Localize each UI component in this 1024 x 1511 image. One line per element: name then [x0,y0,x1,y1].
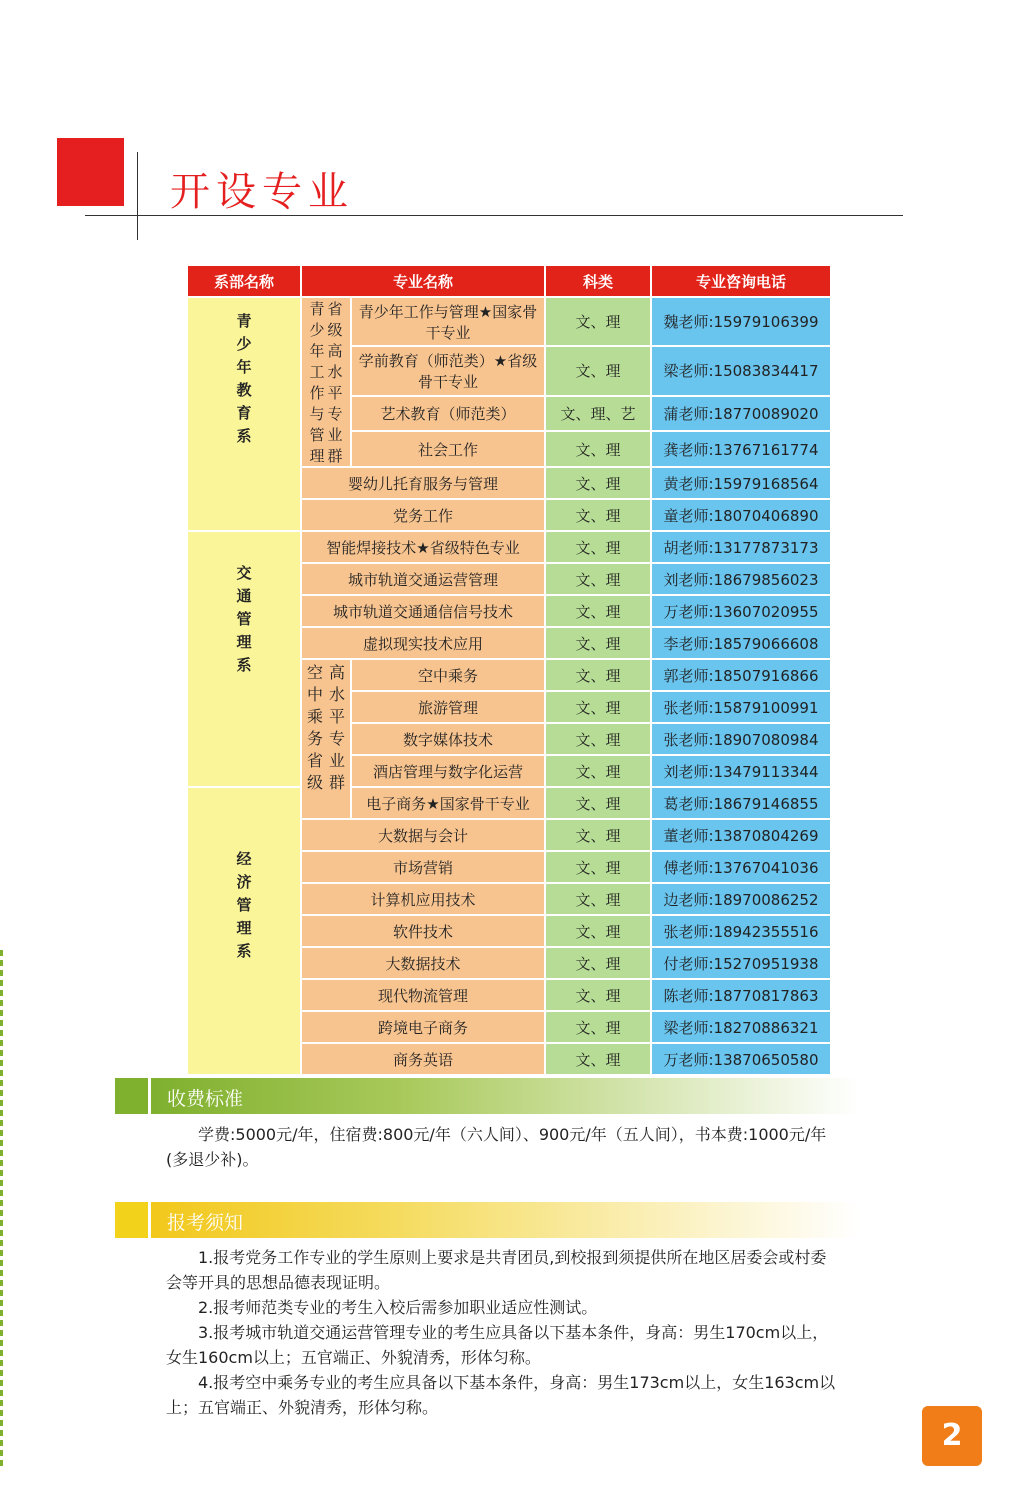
science-cell: 文、理 [546,916,650,946]
major-cell: 青少年工作与管理★国家骨干专业 [352,298,544,345]
major-cell: 市场营销 [302,852,544,882]
phone-cell: 刘老师:13479113344 [652,756,830,786]
science-cell: 文、理 [546,724,650,754]
major-cell: 商务英语 [302,1044,544,1074]
notice-item: 1.报考党务工作专业的学生原则上要求是共青团员,到校报到须提供所在地区居委会或村委会等开具的思想品德表现证明。 [166,1248,827,1292]
table-row [188,788,830,818]
science-cell: 文、理 [546,980,650,1010]
phone-cell: 张老师:18942355516 [652,916,830,946]
header-dept: 系部名称 [188,266,300,296]
phone-cell: 童老师:18070406890 [652,500,830,530]
major-cell: 智能焊接技术★省级特色专业 [302,532,544,562]
science-cell: 文、理 [546,347,650,394]
major-cell: 软件技术 [302,916,544,946]
notice-item: 3.报考城市轨道交通运营管理专业的考生应具备以下基本条件，身高：男生170cm以上，女生160cm以上；五官端正、外貌清秀，形体匀称。 [166,1323,829,1367]
phone-cell: 葛老师:18679146855 [652,788,830,818]
science-cell: 文、理 [546,468,650,498]
major-cell: 城市轨道交通运营管理 [302,564,544,594]
phone-cell: 郭老师:18507916866 [652,660,830,690]
phone-cell: 张老师:18907080984 [652,724,830,754]
major-cell: 计算机应用技术 [302,884,544,914]
header-phone: 专业咨询电话 [652,266,830,296]
phone-cell: 傅老师:13767041036 [652,852,830,882]
science-cell: 文、理 [546,432,650,466]
science-cell: 文、理 [546,1012,650,1042]
table-row [188,532,830,562]
phone-cell: 胡老师:13177873173 [652,532,830,562]
science-cell: 文、理 [546,948,650,978]
phone-cell: 魏老师:15979106399 [652,298,830,345]
science-cell: 文、理 [546,788,650,818]
major-cell: 学前教育（师范类）★省级骨干专业 [352,347,544,394]
major-cell: 艺术教育（师范类） [352,397,544,431]
major-cell: 现代物流管理 [302,980,544,1010]
science-cell: 文、理 [546,692,650,722]
fees-section-header [115,1078,860,1114]
major-cell: 城市轨道交通通信信号技术 [302,596,544,626]
header-major: 专业名称 [302,266,544,296]
science-cell: 文、理 [546,660,650,690]
major-cell: 电子商务★国家骨干专业 [352,788,544,818]
science-cell: 文、理 [546,820,650,850]
science-cell: 文、理 [546,500,650,530]
dept-economy: 经济管理系 [188,788,300,1074]
phone-cell: 张老师:15879100991 [652,692,830,722]
major-cell: 酒店管理与数字化运营 [352,756,544,786]
major-cell: 大数据技术 [302,948,544,978]
notice-text-block [166,1245,836,1420]
table-row [188,298,830,345]
phone-cell: 付老师:15270951938 [652,948,830,978]
fees-text-block [166,1122,836,1172]
science-cell: 文、理 [546,564,650,594]
science-cell: 文、理 [546,852,650,882]
table-header-row [188,266,830,296]
fees-marker [115,1078,148,1114]
notice-item: 4.报考空中乘务专业的考生应具备以下基本条件，身高：男生173cm以上，女生163cm以上；五官端正、外貌清秀，形体匀称。 [166,1373,836,1417]
phone-cell: 陈老师:18770817863 [652,980,830,1010]
title-decoration-block [57,138,124,206]
phone-cell: 万老师:13870650580 [652,1044,830,1074]
page-number: 2 [922,1406,982,1466]
science-cell: 文、理 [546,298,650,345]
phone-cell: 万老师:13607020955 [652,596,830,626]
phone-cell: 黄老师:15979168564 [652,468,830,498]
phone-cell: 龚老师:13767161774 [652,432,830,466]
major-cell: 婴幼儿托育服务与管理 [302,468,544,498]
science-cell: 文、理 [546,532,650,562]
notice-bar [151,1202,860,1238]
fees-text: 学费:5000元/年，住宿费:800元/年（六人间）、900元/年（五人间），书本费:1000元/年(多退少补)。 [166,1125,827,1169]
fees-heading: 收费标准 [167,1088,244,1110]
group-youth: 青少年工作与管理省级高水平专业群 [302,298,350,466]
left-edge-decoration [0,950,3,1470]
major-cell: 大数据与会计 [302,820,544,850]
science-cell: 文、理 [546,884,650,914]
major-cell: 虚拟现实技术应用 [302,628,544,658]
phone-cell: 李老师:18579066608 [652,628,830,658]
dept-youth: 青少年教育系 [188,298,300,530]
dept-traffic: 交通管理系 [188,532,300,786]
phone-cell: 边老师:18970086252 [652,884,830,914]
notice-heading: 报考须知 [167,1212,244,1234]
title-vertical-rule [137,152,138,240]
page-title: 开设专业 [170,169,354,215]
group-air: 空中乘务省级高水平专业群 [302,660,350,818]
phone-cell: 梁老师:15083834417 [652,347,830,394]
major-cell: 党务工作 [302,500,544,530]
science-cell: 文、理 [546,628,650,658]
header-science: 科类 [546,266,650,296]
major-cell: 空中乘务 [352,660,544,690]
notice-section-header [115,1202,860,1238]
notice-marker [115,1202,148,1238]
science-cell: 文、理 [546,756,650,786]
phone-cell: 梁老师:18270886321 [652,1012,830,1042]
science-cell: 文、理、艺 [546,397,650,431]
notice-item: 2.报考师范类专业的考生入校后需参加职业适应性测试。 [198,1298,598,1317]
science-cell: 文、理 [546,596,650,626]
major-cell: 数字媒体技术 [352,724,544,754]
fees-bar [151,1078,860,1114]
majors-table [186,264,832,1076]
phone-cell: 董老师:13870804269 [652,820,830,850]
major-cell: 社会工作 [352,432,544,466]
major-cell: 跨境电子商务 [302,1012,544,1042]
phone-cell: 刘老师:18679856023 [652,564,830,594]
science-cell: 文、理 [546,1044,650,1074]
phone-cell: 蒲老师:18770089020 [652,397,830,431]
major-cell: 旅游管理 [352,692,544,722]
